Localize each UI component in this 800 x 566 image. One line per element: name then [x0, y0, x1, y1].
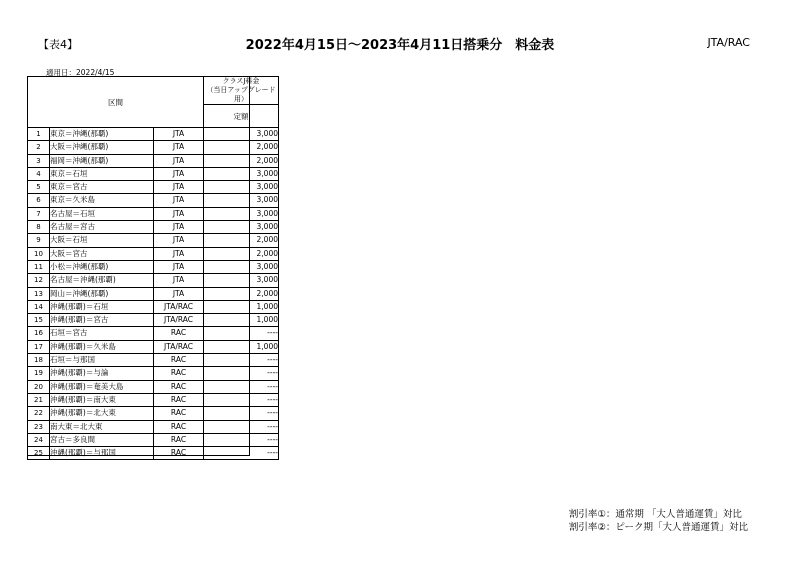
fare-cell: 2,000: [204, 141, 279, 154]
route-cell: 沖縄(那覇)＝与論: [50, 367, 154, 380]
table-row: [28, 221, 279, 234]
table-row: [28, 234, 279, 247]
row-number: 20: [28, 380, 50, 393]
fare-cell: 2,000: [204, 287, 279, 300]
route-cell: 東京＝久米島: [50, 194, 154, 207]
table-label: 【表4】: [38, 38, 78, 51]
route-cell: 東京＝宮古: [50, 181, 154, 194]
row-number: 15: [28, 314, 50, 327]
fare-cell: ----: [204, 420, 279, 433]
carrier-cell: RAC: [154, 380, 204, 393]
row-number: 18: [28, 354, 50, 367]
table-row: [28, 380, 279, 393]
carrier-cell: JTA: [154, 167, 204, 180]
carrier-cell: RAC: [154, 393, 204, 406]
table-row: [28, 128, 279, 141]
route-cell: 名古屋＝沖縄(那覇): [50, 274, 154, 287]
route-cell: 石垣＝宮古: [50, 327, 154, 340]
route-cell: 沖縄(那覇)＝与那国: [50, 447, 154, 460]
table-row: [28, 354, 279, 367]
route-cell: 名古屋＝宮古: [50, 221, 154, 234]
table-row: [28, 247, 279, 260]
fare-cell: 2,000: [204, 154, 279, 167]
carrier-code: JTA/RAC: [707, 36, 750, 49]
route-cell: 沖縄(那覇)＝北大東: [50, 407, 154, 420]
table-row: [28, 314, 279, 327]
carrier-cell: JTA: [154, 247, 204, 260]
class-j-fare-header-line1: クラスJ料金: [222, 77, 260, 85]
table-row: [28, 300, 279, 313]
carrier-cell: RAC: [154, 327, 204, 340]
row-number: 12: [28, 274, 50, 287]
fare-cell: ----: [204, 433, 279, 446]
table-row: [28, 447, 279, 460]
page-title: 2022年4月15日～2023年4月11日搭乗分 料金表: [245, 38, 555, 53]
fare-cell: 3,000: [204, 167, 279, 180]
carrier-cell: JTA: [154, 181, 204, 194]
discount-note-1: 割引率①：通常期 「大人普通運賃」対比: [568, 509, 742, 520]
carrier-cell: JTA: [154, 154, 204, 167]
route-cell: 大阪＝沖縄(那覇): [50, 141, 154, 154]
carrier-cell: JTA: [154, 221, 204, 234]
fare-cell: 1,000: [204, 340, 279, 353]
table-row: [28, 420, 279, 433]
row-number: 17: [28, 340, 50, 353]
fare-cell: 1,000: [204, 300, 279, 313]
carrier-cell: JTA: [154, 194, 204, 207]
carrier-cell: RAC: [154, 407, 204, 420]
class-j-fare-header-line2: （当日アップグレード用）: [206, 86, 276, 103]
route-cell: 沖縄(那覇)＝石垣: [50, 300, 154, 313]
row-number: 9: [28, 234, 50, 247]
table-row: [28, 154, 279, 167]
row-number: 5: [28, 181, 50, 194]
route-cell: 東京＝石垣: [50, 167, 154, 180]
row-number: 11: [28, 260, 50, 273]
table-row: [28, 167, 279, 180]
route-cell: 沖縄(那覇)＝久米島: [50, 340, 154, 353]
fare-cell: 3,000: [204, 274, 279, 287]
fare-cell: 2,000: [204, 247, 279, 260]
fare-cell: 2,000: [204, 234, 279, 247]
route-cell: 小松＝沖縄(那覇): [50, 260, 154, 273]
row-number: 22: [28, 407, 50, 420]
fare-table: [27, 76, 279, 460]
row-number: 16: [28, 327, 50, 340]
route-cell: 沖縄(那覇)＝奄美大島: [50, 380, 154, 393]
carrier-cell: JTA: [154, 141, 204, 154]
carrier-cell: RAC: [154, 433, 204, 446]
carrier-cell: RAC: [154, 420, 204, 433]
carrier-cell: JTA: [154, 274, 204, 287]
row-number: 2: [28, 141, 50, 154]
carrier-cell: JTA: [154, 207, 204, 220]
row-number: 13: [28, 287, 50, 300]
row-number: 3: [28, 154, 50, 167]
table-row: [28, 393, 279, 406]
table-row: [28, 287, 279, 300]
table-row: [28, 141, 279, 154]
row-number: 4: [28, 167, 50, 180]
row-number: 8: [28, 221, 50, 234]
route-cell: 石垣＝与那国: [50, 354, 154, 367]
row-number: 23: [28, 420, 50, 433]
fare-cell: 3,000: [204, 260, 279, 273]
effective-date: 適用日：2022/4/15: [46, 68, 115, 77]
route-cell: 名古屋＝石垣: [50, 207, 154, 220]
fare-cell: ----: [204, 367, 279, 380]
route-cell: 沖縄(那覇)＝宮古: [50, 314, 154, 327]
row-number: 19: [28, 367, 50, 380]
table-row: [28, 327, 279, 340]
fare-cell: 3,000: [204, 128, 279, 141]
carrier-cell: JTA: [154, 128, 204, 141]
carrier-cell: JTA: [154, 234, 204, 247]
row-number: 25: [28, 447, 50, 460]
table-row: [28, 340, 279, 353]
fare-cell: ----: [204, 407, 279, 420]
route-cell: 大阪＝石垣: [50, 234, 154, 247]
fare-cell: ----: [204, 327, 279, 340]
route-cell: 東京＝沖縄(那覇): [50, 128, 154, 141]
table-row: [28, 260, 279, 273]
table-row: [28, 274, 279, 287]
carrier-cell: JTA: [154, 287, 204, 300]
route-cell: 沖縄(那覇)＝南大東: [50, 393, 154, 406]
fare-cell: 3,000: [204, 221, 279, 234]
table-row: [28, 433, 279, 446]
row-number: 7: [28, 207, 50, 220]
route-cell: 岡山＝沖縄(那覇): [50, 287, 154, 300]
carrier-cell: RAC: [154, 354, 204, 367]
row-number: 1: [28, 128, 50, 141]
route-cell: 福岡＝沖縄(那覇): [50, 154, 154, 167]
carrier-cell: JTA/RAC: [154, 300, 204, 313]
row-number: 10: [28, 247, 50, 260]
carrier-cell: RAC: [154, 367, 204, 380]
fare-cell: ----: [204, 380, 279, 393]
carrier-cell: JTA/RAC: [154, 314, 204, 327]
fare-cell: 3,000: [204, 181, 279, 194]
fixed-fare-header: 定額: [204, 105, 279, 128]
discount-notes: [569, 508, 748, 534]
discount-note-2: 割引率②：ピーク期「大人普通運賃」対比: [568, 522, 748, 533]
route-cell: 宮古＝多良間: [50, 433, 154, 446]
fare-cell: ----: [204, 447, 279, 460]
row-number: 21: [28, 393, 50, 406]
table-row: [28, 181, 279, 194]
table-row: [28, 207, 279, 220]
route-cell: 南大東＝北大東: [50, 420, 154, 433]
route-cell: 大阪＝宮古: [50, 247, 154, 260]
table-row: [28, 194, 279, 207]
table-row: [28, 407, 279, 420]
fare-cell: 1,000: [204, 314, 279, 327]
row-number: 24: [28, 433, 50, 446]
carrier-cell: JTA/RAC: [154, 340, 204, 353]
route-column-header: 区間: [28, 77, 204, 128]
row-number: 14: [28, 300, 50, 313]
fare-cell: 3,000: [204, 207, 279, 220]
fare-cell: 3,000: [204, 194, 279, 207]
class-j-fare-header: [204, 77, 279, 105]
fare-rows: [28, 128, 279, 460]
fare-cell: ----: [204, 393, 279, 406]
table-row: [28, 367, 279, 380]
carrier-cell: JTA: [154, 260, 204, 273]
fare-cell: ----: [204, 354, 279, 367]
row-number: 6: [28, 194, 50, 207]
carrier-cell: RAC: [154, 447, 204, 460]
